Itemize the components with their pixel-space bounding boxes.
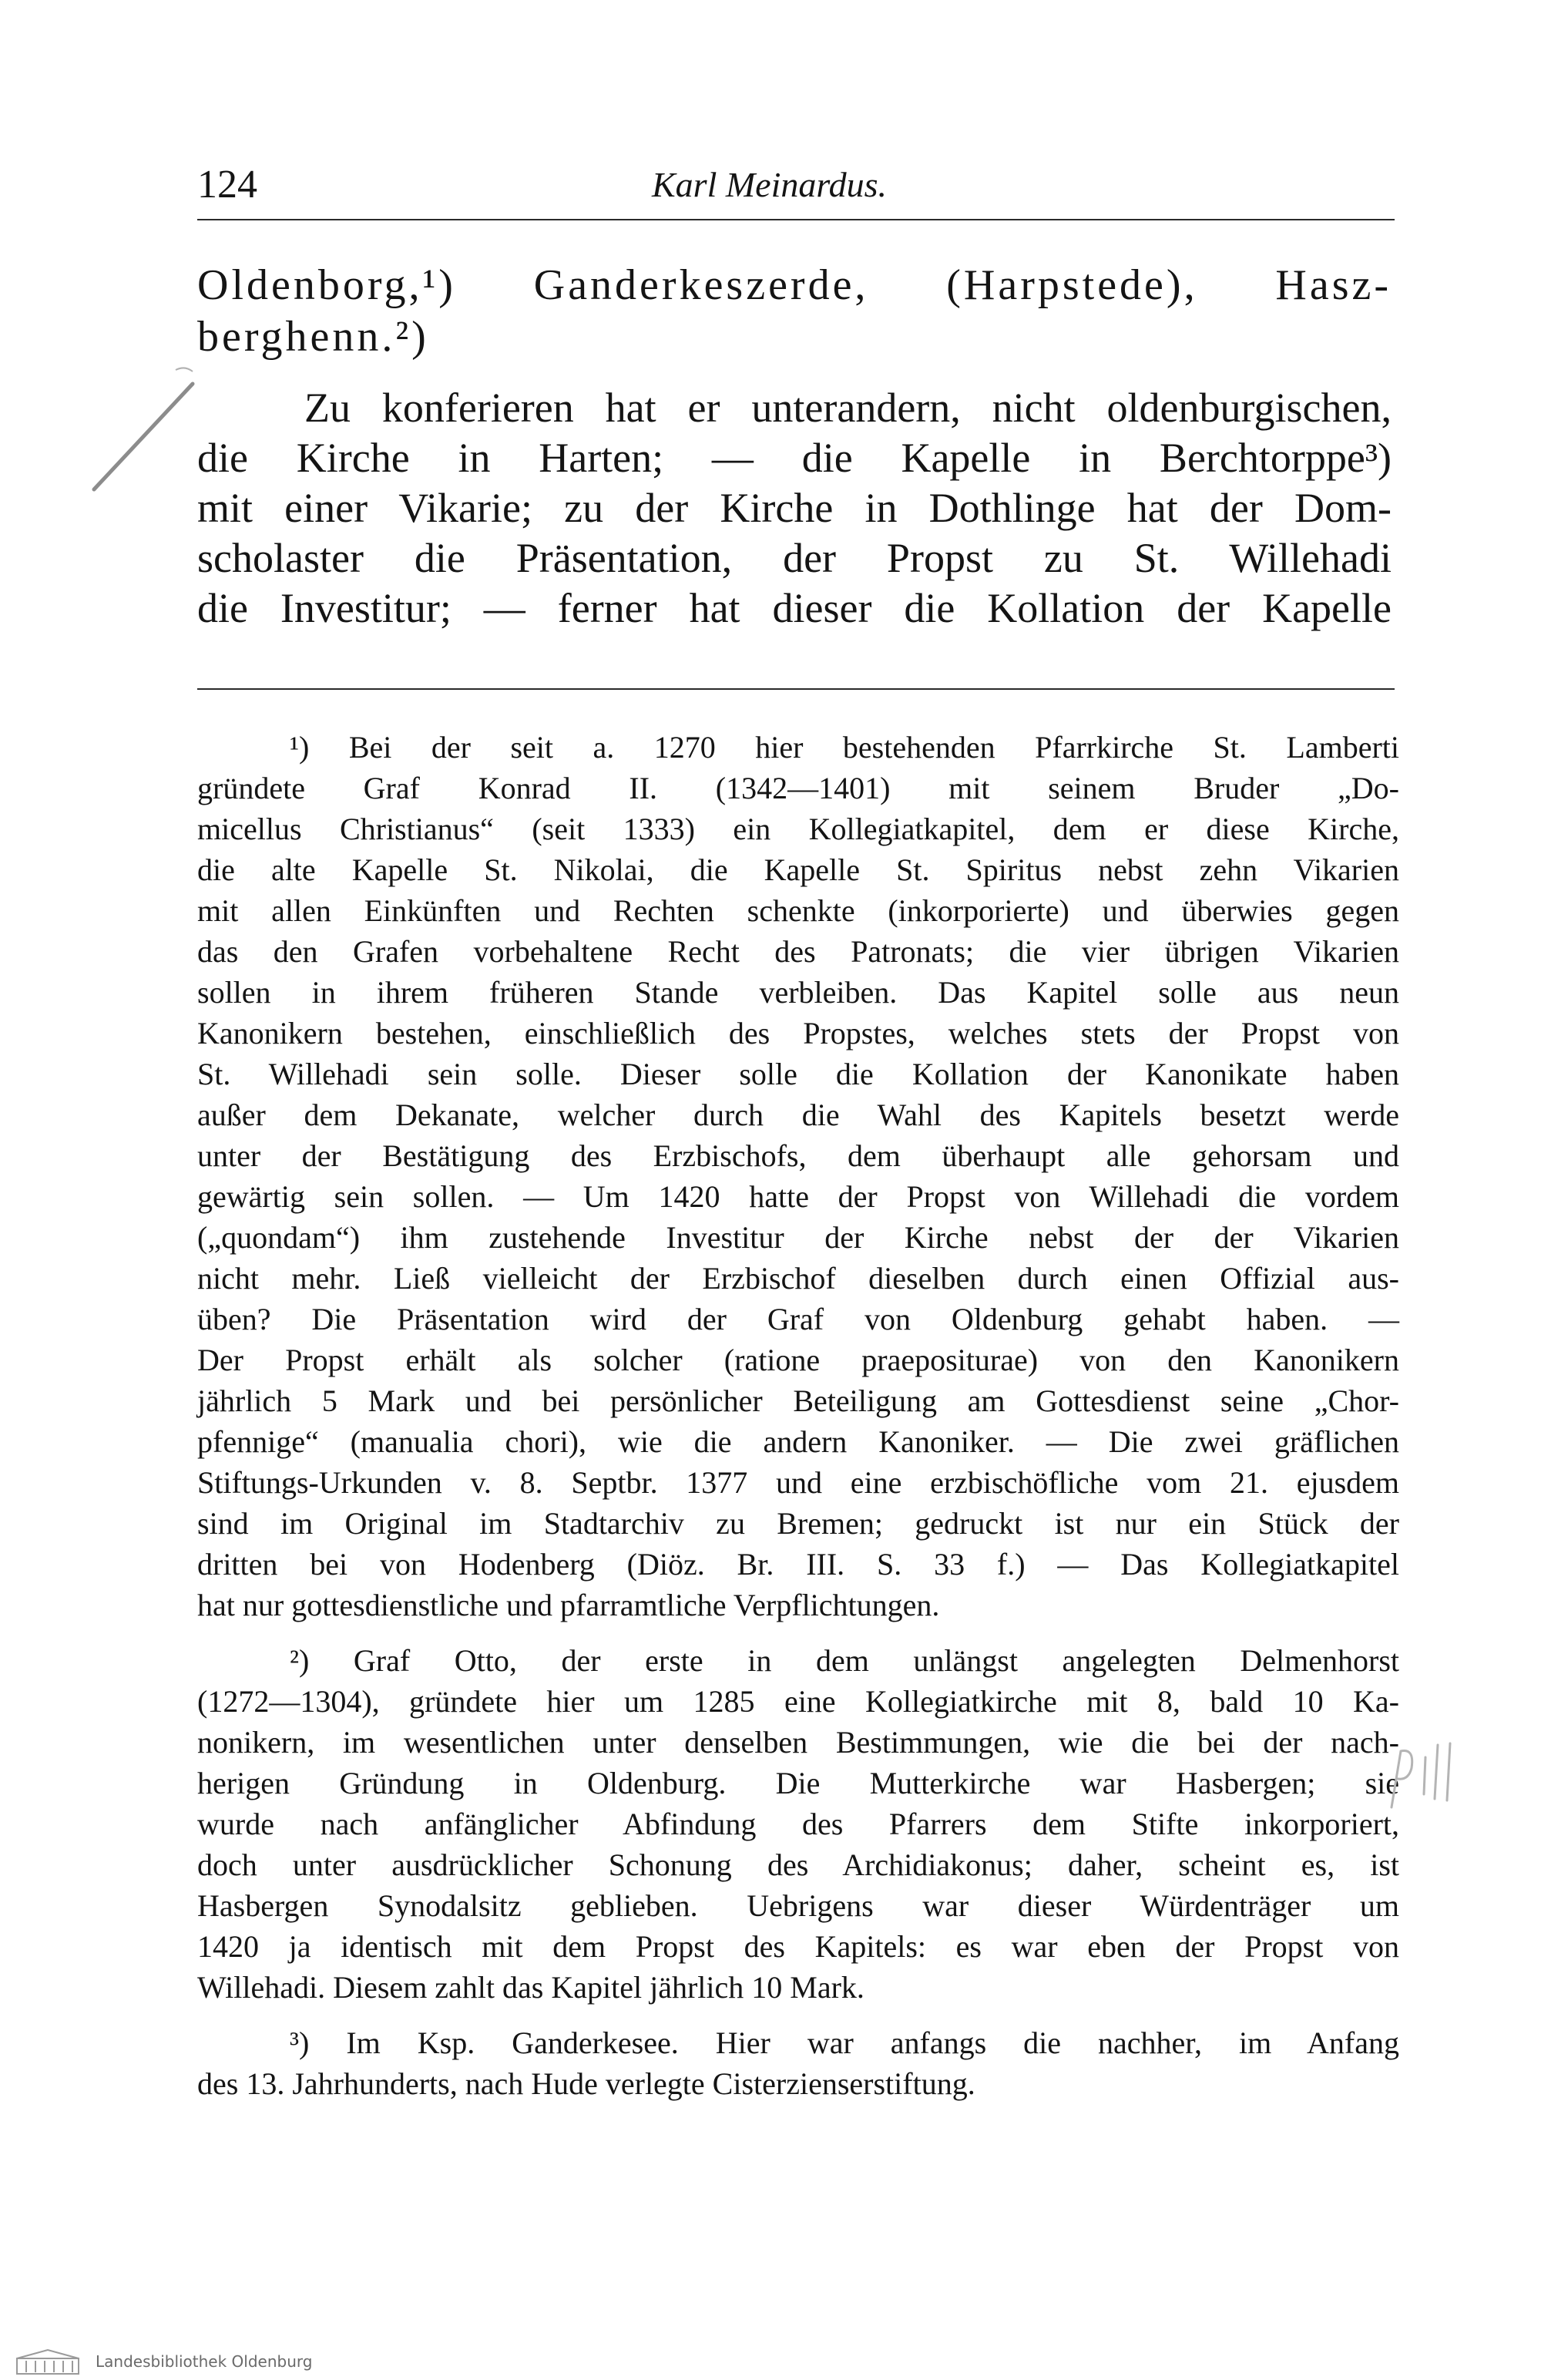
footnote-line: 1420 ja identisch mit dem Propst des Kapitels: es war eben der Propst von [197, 1929, 1399, 1964]
footnote-line: außer dem Dekanate, welcher durch die Wahl des Kapitels besetzt werde [197, 1098, 1399, 1132]
footnote-line: wurde nach anfänglicher Abfindung des Pfarrers dem Stifte inkorporiert, [197, 1807, 1399, 1841]
footnote-line: dritten bei von Hodenberg (Diöz. Br. III. S. 33 f.) — Das Kollegiatkapitel [197, 1547, 1399, 1582]
running-title: Karl Meinardus. [652, 165, 887, 204]
footnote-line: mit allen Einkünften und Rechten schenkte (inkorporierte) und überwies gegen [197, 893, 1399, 928]
footnote-line: nicht mehr. Ließ vielleicht der Erzbischof dieselben durch einen Offizial aus- [197, 1261, 1399, 1296]
footnote-line: nonikern, im wesentlichen unter denselben Bestimmungen, wie die bei der nach- [197, 1725, 1399, 1760]
footnote-line: St. Willehadi sein solle. Dieser solle die Kollation der Kanonikate haben [197, 1057, 1399, 1091]
footnote-line: Willehadi. Diesem zahlt das Kapitel jährlich 10 Mark. [197, 1970, 865, 2005]
footnote-line: jährlich 5 Mark und bei persönlicher Beteiligung am Gottesdienst seine „Chor- [197, 1383, 1399, 1418]
footnote-line: ¹) Bei der seit a. 1270 hier bestehenden Pfarrkirche St. Lamberti [290, 730, 1399, 765]
page-number: 124 [197, 163, 257, 207]
footnote-line: hat nur gottesdienstliche und pfarramtliche Verpflichtungen. [197, 1588, 940, 1622]
footnote-line: das den Grafen vorbehaltene Recht des Patronats; die vier übrigen Vikarien [197, 934, 1399, 969]
footnote-line: sind im Original im Stadtarchiv zu Bremen; gedruckt ist nur ein Stück der [197, 1506, 1399, 1541]
footnote-line: üben? Die Präsentation wird der Graf von Oldenburg gehabt haben. — [197, 1302, 1399, 1336]
footnote-line: des 13. Jahrhunderts, nach Hude verlegte Cisterzienserstiftung. [197, 2066, 975, 2101]
footnote-line: die alte Kapelle St. Nikolai, die Kapelle St. Spiritus nebst zehn Vikarien [197, 852, 1399, 887]
footnote-line: doch unter ausdrücklicher Schonung des Archidiakonus; daher, scheint es, ist [197, 1847, 1399, 1882]
footnote-line: Hasbergen Synodalsitz geblieben. Uebrigens war dieser Würdenträger um [197, 1888, 1399, 1923]
library-name: Landesbibliothek Oldenburg [96, 2352, 313, 2371]
footnote-line: ²) Graf Otto, der erste in dem unlängst angelegten Delmenhorst [290, 1643, 1399, 1678]
body-line: mit einer Vikarie; zu der Kirche in Dothlinge hat der Dom- [197, 485, 1392, 531]
header-rule [197, 219, 1395, 220]
body-line: berghenn.²) [197, 313, 429, 361]
page-header [197, 158, 1395, 212]
footnote-line: („quondam“) ihm zustehende Investitur der Kirche nebst der der Vikarien [197, 1220, 1399, 1255]
body-line: die Investitur; — ferner hat dieser die Kollation der Kapelle [197, 585, 1392, 631]
footnote-line: Kanonikern bestehen, einschließlich des Propstes, welches stets der Propst von [197, 1016, 1399, 1050]
footnote-line: herigen Gründung in Oldenburg. Die Mutterkirche war Hasbergen; sie [197, 1766, 1399, 1800]
library-building-icon [15, 2348, 80, 2375]
body-line: die Kirche in Harten; — die Kapelle in Berchtorppe³) [197, 435, 1392, 481]
body-line: Oldenborg,¹) Ganderkeszerde, (Harpstede), Hasz- [197, 261, 1392, 309]
footnote-line: (1272—1304), gründete hier um 1285 eine Kollegiatkirche mit 8, bald 10 Ka- [197, 1684, 1399, 1719]
footnote-line: micellus Christianus“ (seit 1333) ein Kollegiatkapitel, dem er diese Kirche, [197, 812, 1399, 846]
pencil-scribble-mark [1378, 1734, 1486, 1827]
footnote-rule [197, 688, 1395, 690]
footnote-line: gründete Graf Konrad II. (1342—1401) mit seinem Bruder „Do- [197, 771, 1399, 805]
body-line: Zu konferieren hat er unterandern, nicht oldenburgischen, [304, 385, 1392, 431]
footnote-line: Der Propst erhält als solcher (ratione praepositurae) von den Kanonikern [197, 1343, 1399, 1377]
footnote-line: gewärtig sein sollen. — Um 1420 hatte der Propst von Willehadi die vordem [197, 1179, 1399, 1214]
footnote-line: pfennige“ (manualia chori), wie die andern Kanoniker. — Die zwei gräflichen [197, 1424, 1399, 1459]
footnote-line: Stiftungs-Urkunden v. 8. Septbr. 1377 und eine erzbischöfliche vom 21. ejusdem [197, 1465, 1399, 1500]
footnote-line: ³) Im Ksp. Ganderkesee. Hier war anfangs die nachher, im Anfang [290, 2025, 1399, 2060]
footnote-line: unter der Bestätigung des Erzbischofs, dem überhaupt alle gehorsam und [197, 1138, 1399, 1173]
pencil-slash-mark [77, 362, 223, 501]
body-line: scholaster die Präsentation, der Propst zu St. Willehadi [197, 535, 1392, 581]
footnote-line: sollen in ihrem früheren Stande verbleiben. Das Kapitel solle aus neun [197, 975, 1399, 1010]
